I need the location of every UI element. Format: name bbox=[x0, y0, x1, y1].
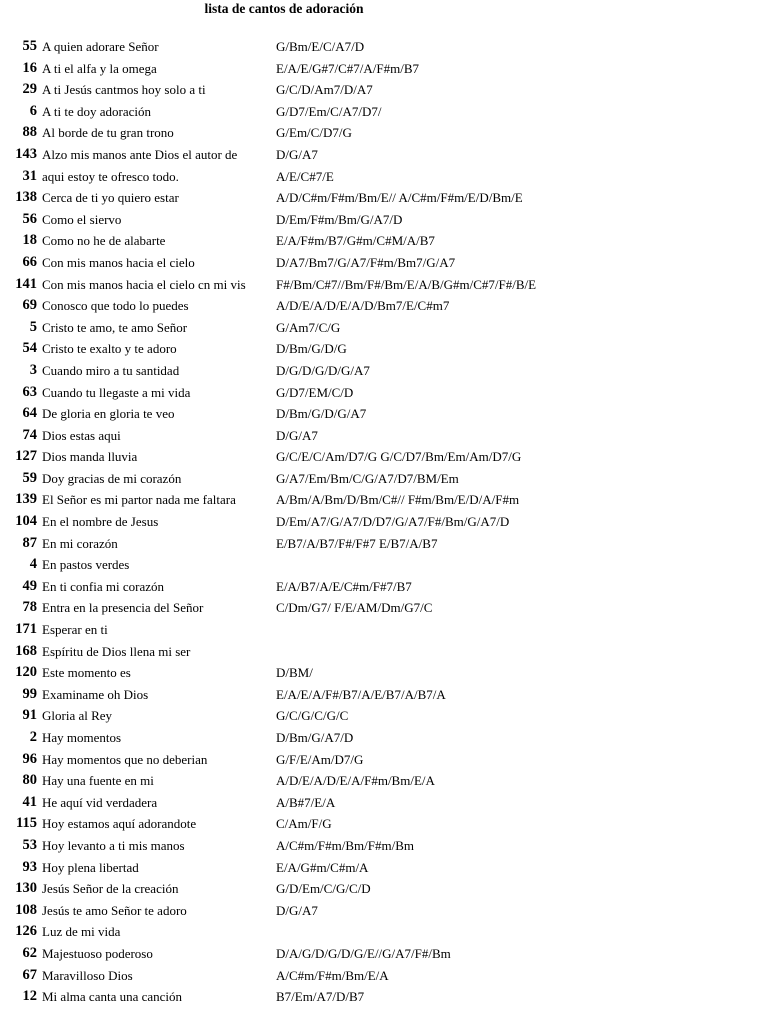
song-number: 29 bbox=[22, 81, 37, 98]
song-row bbox=[0, 921, 768, 943]
song-row bbox=[0, 770, 768, 792]
song-row bbox=[0, 597, 768, 619]
song-chords: G/D7/Em/C/A7/D7/ bbox=[276, 103, 382, 119]
song-number: 108 bbox=[15, 901, 37, 918]
song-row bbox=[0, 835, 768, 857]
song-chords: G/A7/Em/Bm/C/G/A7/D7/BM/Em bbox=[276, 470, 459, 486]
song-number: 88 bbox=[22, 124, 37, 141]
song-number: 6 bbox=[29, 102, 37, 119]
song-chords: D/Em/A7/G/A7/D/D7/G/A7/F#/Bm/G/A7/D bbox=[276, 514, 510, 530]
song-chords: F#/Bm/C#7//Bm/F#/Bm/E/A/B/G#m/C#7/F#/B/E bbox=[276, 276, 537, 292]
song-title: Cuando tu llegaste a mi vida bbox=[42, 384, 191, 400]
song-chords: B7/Em/A7/D/B7 bbox=[276, 989, 365, 1005]
song-title: Mi alma canta una canción bbox=[42, 989, 183, 1005]
song-row bbox=[0, 230, 768, 252]
song-row bbox=[0, 489, 768, 511]
song-row bbox=[0, 187, 768, 209]
song-row bbox=[0, 166, 768, 188]
song-title: Dios estas aqui bbox=[42, 427, 121, 443]
song-chords: A/C#m/F#m/Bm/E/A bbox=[276, 967, 389, 983]
song-row bbox=[0, 576, 768, 598]
song-chords: D/Bm/G/D/G bbox=[276, 341, 347, 357]
song-number: 63 bbox=[22, 383, 37, 400]
song-row bbox=[0, 317, 768, 339]
song-title: Hay momentos bbox=[42, 730, 122, 745]
song-number: 87 bbox=[22, 534, 37, 551]
song-title: Entra en la presencia del Señor bbox=[42, 600, 204, 616]
song-row bbox=[0, 705, 768, 727]
song-title: Cuando miro a tu santidad bbox=[42, 362, 180, 378]
song-number: 18 bbox=[22, 232, 37, 249]
song-number: 4 bbox=[29, 556, 37, 573]
song-chords: G/D7/EM/C/D bbox=[276, 384, 354, 400]
song-title: Hay una fuente en mi bbox=[42, 773, 154, 789]
song-row bbox=[0, 144, 768, 166]
song-number: 69 bbox=[22, 297, 37, 314]
song-title: Hay momentos que no deberian bbox=[42, 751, 208, 767]
song-number: 96 bbox=[22, 750, 37, 767]
song-title: Hoy estamos aquí adorandote bbox=[42, 816, 197, 832]
song-number: 55 bbox=[22, 38, 37, 54]
song-number: 126 bbox=[15, 923, 37, 940]
song-row bbox=[0, 900, 768, 922]
song-chords: G/D/Em/C/G/C/D bbox=[276, 881, 371, 897]
song-chords: E/A/E/G#7/C#7/A/F#m/B7 bbox=[276, 60, 420, 76]
song-row bbox=[0, 446, 768, 468]
song-title: Cristo te exalto y te adoro bbox=[42, 341, 177, 357]
song-title: A quien adorare Señor bbox=[42, 39, 159, 54]
song-chords: E/B7/A/B7/F#/F#7 E/B7/A/B7 bbox=[276, 535, 438, 551]
song-title: Doy gracias de mi corazón bbox=[42, 470, 182, 486]
song-title: aqui estoy te ofresco todo. bbox=[42, 168, 179, 184]
song-row bbox=[0, 79, 768, 101]
document-title: lista de cantos de adoración bbox=[204, 1, 364, 16]
song-number: 53 bbox=[22, 836, 37, 853]
song-title: En pastos verdes bbox=[42, 557, 130, 573]
song-list bbox=[0, 36, 768, 1008]
song-row bbox=[0, 857, 768, 879]
song-title: Con mis manos hacia el cielo bbox=[42, 254, 195, 270]
song-chords: D/Bm/G/D/G/A7 bbox=[276, 406, 367, 422]
song-row bbox=[0, 813, 768, 835]
song-number: 2 bbox=[29, 729, 37, 745]
song-number: 5 bbox=[29, 318, 37, 335]
song-row bbox=[0, 209, 768, 231]
song-number: 41 bbox=[22, 793, 37, 810]
song-title: Hoy levanto a ti mis manos bbox=[42, 837, 185, 853]
song-title: Jesús Señor de la creación bbox=[42, 881, 179, 897]
song-chords: A/C#m/F#m/Bm/F#m/Bm bbox=[276, 837, 414, 853]
song-chords: G/Em/C/D7/G bbox=[276, 125, 352, 141]
song-row bbox=[0, 619, 768, 641]
song-title: Maravilloso Dios bbox=[42, 967, 133, 983]
song-row bbox=[0, 986, 768, 1008]
song-chords: G/C/G/C/G/C bbox=[276, 708, 349, 724]
song-chords: D/Bm/G/A7/D bbox=[276, 730, 354, 745]
song-title: De gloria en gloria te veo bbox=[42, 406, 175, 422]
song-row bbox=[0, 684, 768, 706]
song-number: 120 bbox=[15, 664, 37, 681]
song-title: Luz de mi vida bbox=[42, 924, 121, 940]
song-title: Examiname oh Dios bbox=[42, 686, 149, 702]
song-number: 99 bbox=[22, 685, 37, 702]
song-chords: A/B#7/E/A bbox=[276, 794, 336, 810]
song-row bbox=[0, 101, 768, 123]
song-chords: D/G/A7 bbox=[276, 146, 318, 162]
song-row bbox=[0, 641, 768, 663]
song-chords: A/Bm/A/Bm/D/Bm/C#// F#m/Bm/E/D/A/F#m bbox=[276, 492, 520, 508]
song-row bbox=[0, 792, 768, 814]
song-row bbox=[0, 295, 768, 317]
song-number: 127 bbox=[15, 448, 37, 465]
song-chords: D/G/A7 bbox=[276, 427, 318, 443]
song-title: Hoy plena libertad bbox=[42, 859, 139, 875]
song-title: Jesús te amo Señor te adoro bbox=[42, 902, 187, 918]
song-title: A ti Jesús cantmos hoy solo a ti bbox=[42, 82, 206, 98]
song-number: 31 bbox=[22, 167, 37, 184]
song-row bbox=[0, 749, 768, 771]
song-row bbox=[0, 36, 768, 58]
song-row bbox=[0, 274, 768, 296]
song-chords: C/Am/F/G bbox=[276, 816, 332, 832]
song-number: 168 bbox=[15, 642, 37, 659]
song-row bbox=[0, 943, 768, 965]
song-title: El Señor es mi partor nada me faltara bbox=[42, 492, 236, 508]
song-title: Esperar en ti bbox=[42, 622, 108, 638]
song-chords: G/C/D/Am7/D/A7 bbox=[276, 82, 373, 98]
song-number: 59 bbox=[22, 469, 37, 486]
song-row bbox=[0, 533, 768, 555]
song-chords: E/A/E/A/F#/B7/A/E/B7/A/B7/A bbox=[276, 686, 446, 702]
song-number: 56 bbox=[22, 210, 37, 227]
song-row bbox=[0, 554, 768, 576]
song-chords: A/D/E/A/D/E/A/F#m/Bm/E/A bbox=[276, 773, 435, 789]
song-title: A ti el alfa y la omega bbox=[42, 60, 157, 76]
song-title: En ti confia mi corazón bbox=[42, 578, 165, 594]
song-chords: E/A/F#m/B7/G#m/C#M/A/B7 bbox=[276, 233, 435, 249]
song-title: Dios manda lluvia bbox=[42, 449, 138, 465]
song-title: Cerca de ti yo quiero estar bbox=[42, 190, 179, 206]
song-title: Al borde de tu gran trono bbox=[42, 125, 174, 141]
song-number: 104 bbox=[15, 513, 37, 530]
song-number: 74 bbox=[22, 426, 37, 443]
song-chords: D/G/A7 bbox=[276, 902, 318, 918]
song-number: 3 bbox=[29, 361, 37, 378]
song-row bbox=[0, 58, 768, 80]
song-title: Majestuoso poderoso bbox=[42, 945, 153, 961]
song-number: 62 bbox=[22, 944, 37, 961]
song-title: He aquí vid verdadera bbox=[42, 794, 158, 810]
song-row bbox=[0, 252, 768, 274]
song-chords: A/E/C#7/E bbox=[276, 168, 334, 184]
song-number: 141 bbox=[15, 275, 37, 292]
song-chords: E/A/B7/A/E/C#m/F#7/B7 bbox=[276, 578, 412, 594]
song-chords: G/F/E/Am/D7/G bbox=[276, 751, 364, 767]
song-row bbox=[0, 511, 768, 533]
song-row bbox=[0, 878, 768, 900]
song-number: 115 bbox=[16, 815, 37, 832]
song-number: 93 bbox=[22, 858, 37, 875]
song-row bbox=[0, 403, 768, 425]
song-chords: A/D/E/A/D/E/A/D/Bm7/E/C#m7 bbox=[276, 298, 450, 314]
song-number: 139 bbox=[15, 491, 37, 508]
song-chords: G/Bm/E/C/A7/D bbox=[276, 39, 365, 54]
song-chords: G/Am7/C/G bbox=[276, 319, 341, 335]
song-title: Conosco que todo lo puedes bbox=[42, 298, 189, 314]
song-title: Este momento es bbox=[42, 665, 131, 681]
song-chords: A/D/C#m/F#m/Bm/E// A/C#m/F#m/E/D/Bm/E bbox=[276, 190, 523, 206]
song-title: Alzo mis manos ante Dios el autor de bbox=[42, 146, 238, 162]
song-chords: D/BM/ bbox=[276, 665, 313, 681]
song-row bbox=[0, 965, 768, 987]
song-row bbox=[0, 338, 768, 360]
song-title: Con mis manos hacia el cielo cn mi vis bbox=[42, 276, 246, 292]
song-number: 66 bbox=[22, 253, 37, 270]
song-chords: D/G/D/G/D/G/A7 bbox=[276, 362, 370, 378]
song-chords: C/Dm/G7/ F/E/AM/Dm/G7/C bbox=[276, 600, 433, 616]
song-number: 49 bbox=[22, 577, 37, 594]
song-number: 91 bbox=[22, 707, 37, 724]
song-chords: D/A7/Bm7/G/A7/F#m/Bm7/G/A7 bbox=[276, 254, 456, 270]
song-title: Como no he de alabarte bbox=[42, 233, 166, 249]
song-title: Espíritu de Dios llena mi ser bbox=[42, 643, 191, 659]
song-title: Como el siervo bbox=[42, 211, 122, 227]
song-chords: D/Em/F#m/Bm/G/A7/D bbox=[276, 211, 403, 227]
song-row bbox=[0, 468, 768, 490]
song-title: A ti te doy adoración bbox=[42, 103, 152, 119]
song-number: 171 bbox=[15, 621, 37, 638]
song-number: 138 bbox=[15, 189, 37, 206]
song-row bbox=[0, 727, 768, 749]
song-chords: D/A/G/D/G/D/G/E//G/A7/F#/Bm bbox=[276, 945, 451, 961]
song-number: 64 bbox=[22, 405, 37, 422]
song-title: Gloria al Rey bbox=[42, 708, 113, 724]
song-chords: G/C/E/C/Am/D7/G G/C/D7/Bm/Em/Am/D7/G bbox=[276, 449, 522, 465]
song-chords: E/A/G#m/C#m/A bbox=[276, 859, 369, 875]
song-title: En el nombre de Jesus bbox=[42, 514, 159, 530]
song-title: En mi corazón bbox=[42, 535, 118, 551]
song-number: 143 bbox=[15, 145, 37, 162]
song-row bbox=[0, 425, 768, 447]
song-row bbox=[0, 662, 768, 684]
song-title: Cristo te amo, te amo Señor bbox=[42, 319, 188, 335]
song-row bbox=[0, 360, 768, 382]
song-number: 16 bbox=[22, 59, 37, 76]
song-number: 12 bbox=[22, 988, 37, 1005]
song-number: 78 bbox=[22, 599, 37, 616]
song-row bbox=[0, 122, 768, 144]
song-number: 80 bbox=[22, 772, 37, 789]
song-number: 130 bbox=[15, 880, 37, 897]
song-row bbox=[0, 382, 768, 404]
song-number: 54 bbox=[22, 340, 37, 357]
song-number: 67 bbox=[22, 966, 37, 983]
